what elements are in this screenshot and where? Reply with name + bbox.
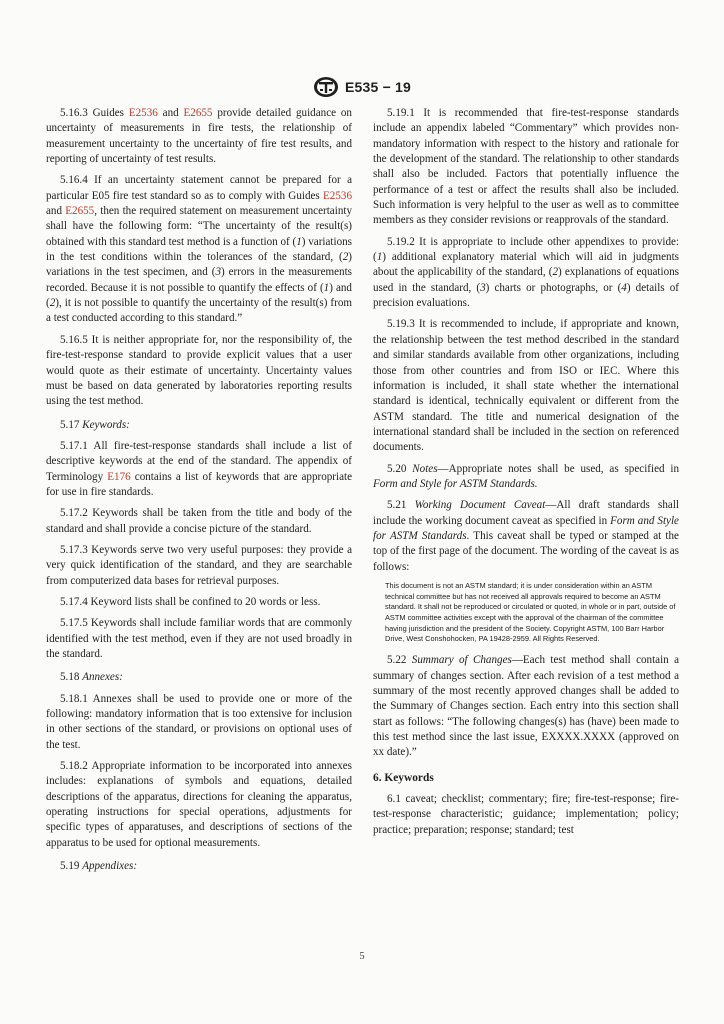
ref-link-e2536[interactable]: E2536 — [323, 189, 352, 202]
para-5-19-3: 5.19.3 It is recommended to include, if appropriate and known, the relationship between the test method described in the standard and similar standards available from other organizations, including those from other countries and from ISO or IEC. Where this information is included, it shall state whether the international standard is identical, technically equivalent or different from the ASTM standard. The title and numerical designation of the international standard shall be included in the section on referenced documents. — [373, 318, 679, 454]
para-5-17-4: 5.17.4 Keyword lists shall be confined to 20 words or less. — [60, 595, 321, 608]
page-number: 5 — [359, 951, 365, 962]
para-5-20: 5.20 Notes—Appropriate notes shall be used, as specified in Form and Style for ASTM Standards. — [373, 462, 680, 490]
para-5-16-3: 5.16.3 Guides E2536 and E2655 provide detailed guidance on uncertainty of measurements in fire tests, the relationship of measurement uncertainty to the uncertainty of fire test results, and reporting of uncertainty of test results. — [46, 107, 352, 166]
ref-link-e2655[interactable]: E2655 — [183, 107, 213, 119]
ref-link-e2655[interactable]: E2655 — [65, 205, 95, 218]
para-5-16-5: 5.16.5 It is neither appropriate for, nor the responsibility of, the fire-test-response standard to provide explicit values that a user would quote as their estimate of uncertainty. Uncertainty values must be based on data generated by laboratories reporting results using the test method. — [46, 333, 352, 408]
standard-designation: E535 − 19 — [344, 79, 412, 95]
para-5-18-1: 5.18.1 Annexes shall be used to provide one or more of the following: mandatory information that is too extensive for inclusion in other sections of the standard, or provisions on optional uses of the test. — [46, 692, 352, 751]
para-5-17-5: 5.17.5 Keywords shall include familiar words that are commonly identified with the test method, even if they are not used broadly in the standard. — [46, 617, 352, 660]
para-5-19: 5.19 Appendixes: — [60, 860, 138, 873]
para-5-17-2: 5.17.2 Keywords shall be taken from the title and body of the standard and shall provide a concise picture of the standard. — [46, 507, 352, 535]
para-5-17-3: 5.17.3 Keywords serve two very useful purposes: they provide a very quick identification of the standard, and they are searchable from computerized data bases for retrieval purposes. — [46, 543, 352, 587]
caveat-text: This document is not an ASTM standard; it is under consideration within an ASTM technical committee but has not received all approvals required to become an ASTM standard. It shall not be reproduced or circulated or quoted, in whole or in part, outside of ASTM committee activities except with the approval of the chairman of the committee having jurisdiction and the president of the Society. Copyright ASTM, 100 Barr Harbor Drive, West Conshohocken, PA 19428-2959. All Rights Reserved. — [385, 580, 676, 644]
para-5-17-1: 5.17.1 All fire-test-response standards shall include a list of descriptive keywords at the end of the standard. The appendix of Terminology E176 contains a list of keywords that are appropriate for use in fire standards. — [46, 439, 352, 498]
astm-logo — [313, 76, 339, 98]
para-5-18: 5.18 Annexes: — [60, 671, 123, 684]
para-5-16-4: 5.16.4 If an uncertainty statement cannot be prepared for a particular E05 fire test standard so as to comply with Guides E2536 and E2655, then the required statement on measurement uncertainty shall have the following form: “The uncertainty of the result(s) obtained with this standard test method is a function of (1) variations in the test conditions within the tolerances of the standard, (2) variations in the test specimen, and (3) errors in the measurements recorded. Because it is not possible to quantify the effects of (1) and (2), it is not possible to quantify the uncertainty of the result(s) from a test conducted according to this standard.” — [46, 174, 352, 325]
para-5-18-2: 5.18.2 Appropriate information to be incorporated into annexes includes: explanations of symbols and equations, detailed descriptions of the apparatus, directions for cleaning the apparatus, operating instructions for special operations, adjustments for specific types of apparatuses, and descriptions of sections of the apparatus to be used for optional measurements. — [46, 760, 352, 849]
para-6-1: 6.1 caveat; checklist; commentary; fire; fire-test-response; fire-test-response characteristic; guidance; implementation; policy; practice; preparation; response; standard; test — [373, 792, 679, 836]
para-5-22: 5.22 Summary of Changes—Each test method shall contain a summary of changes section. After each revision of a test method a summary of the most recently approved changes shall be added to the Summary of Changes section. Each entry into this section shall start as follows: “The following changes(s) has (have) been made to this test method since the last issue, EXXXX.XXXX (approved on xx date).” — [373, 654, 679, 759]
para-5-19-2: 5.19.2 It is appropriate to include other appendixes to provide: (1) additional explanatory material which will aid in judgments about the applicability of the standard, (2) explanations of equations used in the standard, (3) charts or photographs, or (4) details of precision evaluations. — [373, 235, 679, 310]
right-column — [373, 106, 679, 844]
ref-link-e176[interactable]: E176 — [107, 470, 131, 483]
para-5-17: 5.17 Keywords: — [60, 418, 130, 431]
ref-link-e2536[interactable]: E2536 — [128, 107, 158, 119]
page-header — [0, 76, 724, 98]
left-column — [46, 106, 352, 880]
para-5-19-1: 5.19.1 It is recommended that fire-test-response standards include an appendix labeled “Commentary” which provides non-mandatory information with respect to the history and rationale for the development of the standard. The relationship to other standards shall also be included. Factors that potentially influence the performance of a test or affect the results shall also be included. Such information is very helpful to the user as well as to committee members as they consider revisions or reapprovals of the standard. — [373, 107, 679, 227]
para-5-21: 5.21 Working Document Caveat—All draft standards shall include the working document caveat as specified in Form and Style for ASTM Standards. This caveat shall be typed or stamped at the top of the first page of the document. The wording of the caveat is as follows: — [373, 499, 679, 573]
section-title-keywords: 6. Keywords — [373, 771, 434, 784]
